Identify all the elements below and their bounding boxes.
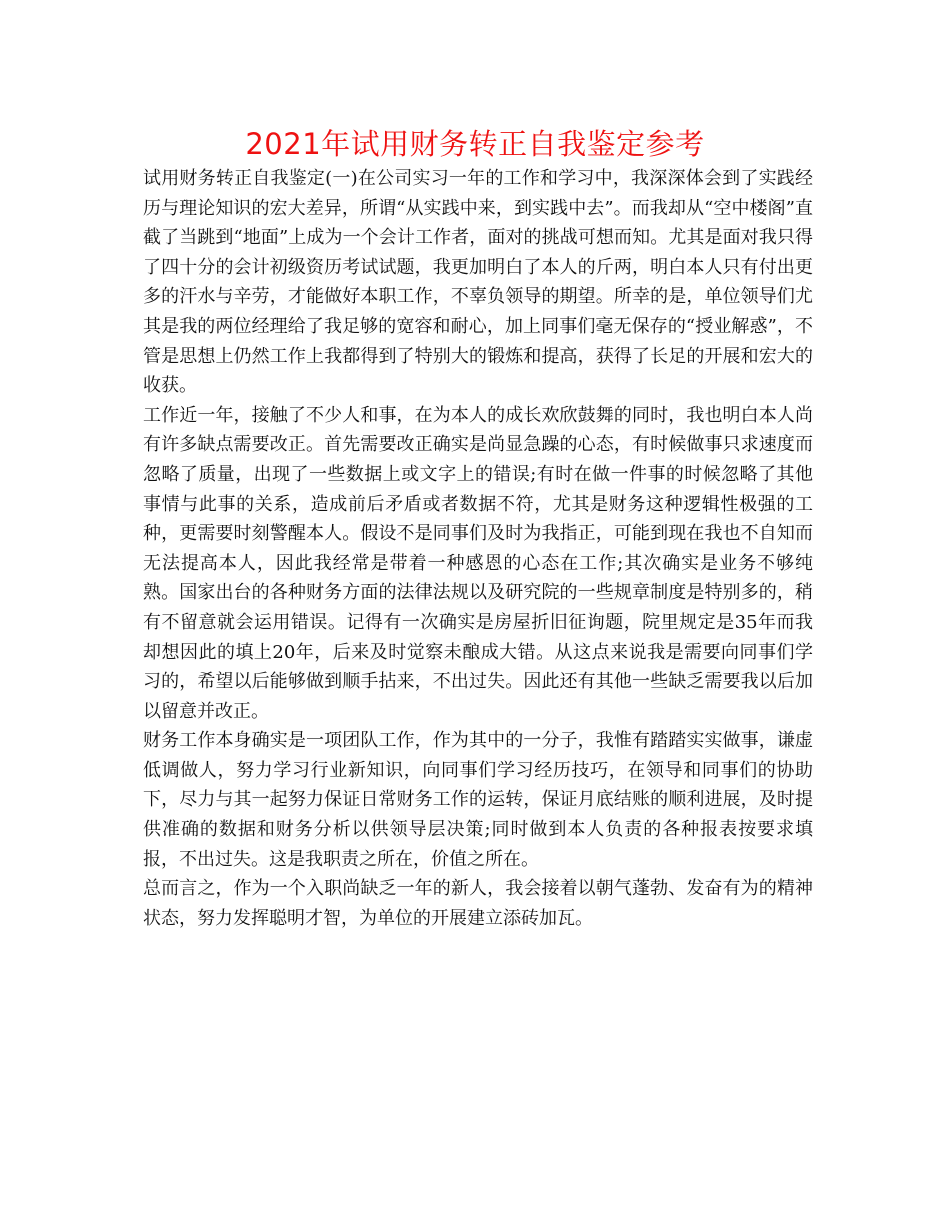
document-title: 2021年试用财务转正自我鉴定参考 <box>245 127 705 161</box>
paragraph-3: 财务工作本身确实是一项团队工作，作为其中的一分子，我惟有踏踏实实做事，谦虚低调做人，努力学习行业新知识，向同事们学习经历技巧，在领导和同事们的协助下，尽力与其一起努力保证日常财务工作的运转，保证月底结账的顺利进展，及时提供准确的数据和财务分析以供领导层决策;同时做到本人负责的各种报表按要求填报，不出过失。这是我职责之所在，价值之所在。 <box>143 730 813 870</box>
paragraph-2: 工作近一年，接触了不少人和事，在为本人的成长欢欣鼓舞的同时，我也明白本人尚有许多缺点需要改正。首先需要改正确实是尚显急躁的心态，有时候做事只求速度而忽略了质量，出现了一些数据上或文字上的错误;有时在做一件事的时候忽略了其他事情与此事的关系，造成前后矛盾或者数据不符，尤其是财务这种逻辑性极强的工种，更需要时刻警醒本人。假设不是同事们及时为我指正，可能到现在我也不自知而无法提高本人，因此我经常是带着一种感恩的心态在工作;其次确实是业务不够纯熟。国家出台的各种财务方面的法律法规以及研究院的一些规章制度是特别多的，稍有不留意就会运用错误。记得有一次确实是房屋折旧征询题，院里规定是35年而我却想因此的填上20年，后来及时觉察未酿成大错。从这点来说我是需要向同事们学习的，希望以后能够做到顺手拈来，不出过失。因此还有其他一些缺乏需要我以后加以留意并改正。 <box>143 404 813 722</box>
document-body <box>143 164 813 933</box>
paragraph-1: 试用财务转正自我鉴定(一)在公司实习一年的工作和学习中，我深深体会到了实践经历与理论知识的宏大差异，所谓“从实践中来，到实践中去”。而我却从“空中楼阁”直截了当跳到“地面”上成为一个会计工作者，面对的挑战可想而知。尤其是面对我只得了四十分的会计初级资历考试试题，我更加明白了本人的斤两，明白本人只有付出更多的汗水与辛劳，才能做好本职工作，不辜负领导的期望。所幸的是，单位领导们尤其是我的两位经理给了我足够的宽容和耐心，加上同事们毫无保存的“授业解惑”，不管是思想上仍然工作上我都得到了特别大的锻炼和提高，获得了长足的开展和宏大的收获。 <box>143 168 813 397</box>
paragraph-4: 总而言之，作为一个入职尚缺乏一年的新人，我会接着以朝气蓬勃、发奋有为的精神状态，努力发挥聪明才智，为单位的开展建立添砖加瓦。 <box>143 878 813 929</box>
